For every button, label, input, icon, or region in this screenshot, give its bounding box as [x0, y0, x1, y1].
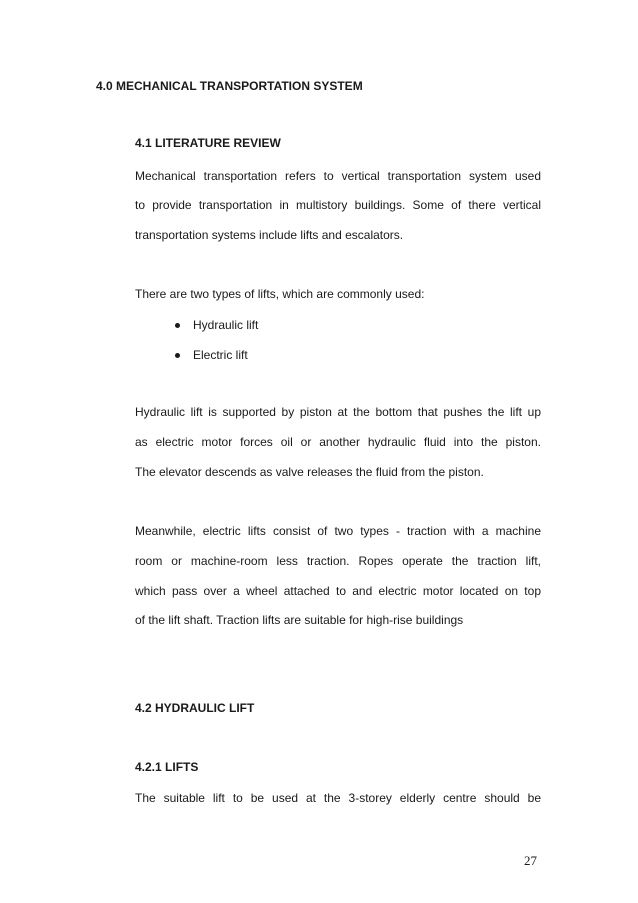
paragraph-line: of the lift shaft. Traction lifts are suitable for high-rise buildings — [135, 613, 464, 627]
bullet-icon — [175, 323, 180, 328]
paragraph-line: transportation systems include lifts and escalators. — [135, 228, 404, 242]
section-heading-literature-review: 4.1 LITERATURE REVIEW — [135, 136, 281, 150]
paragraph-line: which pass over a wheel attached to and electric motor located on top — [135, 584, 541, 598]
paragraph-line: as electric motor forces oil or another hydraulic fluid into the piston. — [135, 435, 541, 449]
page-number: 27 — [524, 853, 537, 868]
section-heading-lifts: 4.2.1 LIFTS — [135, 760, 199, 774]
paragraph-line: room or machine-room less traction. Ropes operate the traction lift, — [135, 554, 541, 568]
paragraph-line: to provide transportation in multistory buildings. Some of there vertical — [135, 198, 541, 212]
list-item: Electric lift — [193, 348, 248, 362]
paragraph-line: The suitable lift to be used at the 3-storey elderly centre should be — [135, 791, 541, 805]
paragraph-line: Meanwhile, electric lifts consist of two types - traction with a machine — [135, 524, 541, 538]
paragraph-line: The elevator descends as valve releases the fluid from the piston. — [135, 465, 484, 479]
list-item: Hydraulic lift — [193, 318, 259, 332]
paragraph-line: Hydraulic lift is supported by piston at the bottom that pushes the lift up — [135, 405, 541, 419]
bullet-icon — [175, 353, 180, 358]
types-intro: There are two types of lifts, which are commonly used: — [135, 287, 425, 301]
section-heading-hydraulic-lift: 4.2 HYDRAULIC LIFT — [135, 701, 255, 715]
paragraph-line: Mechanical transportation refers to vertical transportation system used — [135, 169, 541, 183]
chapter-heading: 4.0 MECHANICAL TRANSPORTATION SYSTEM — [96, 79, 363, 93]
